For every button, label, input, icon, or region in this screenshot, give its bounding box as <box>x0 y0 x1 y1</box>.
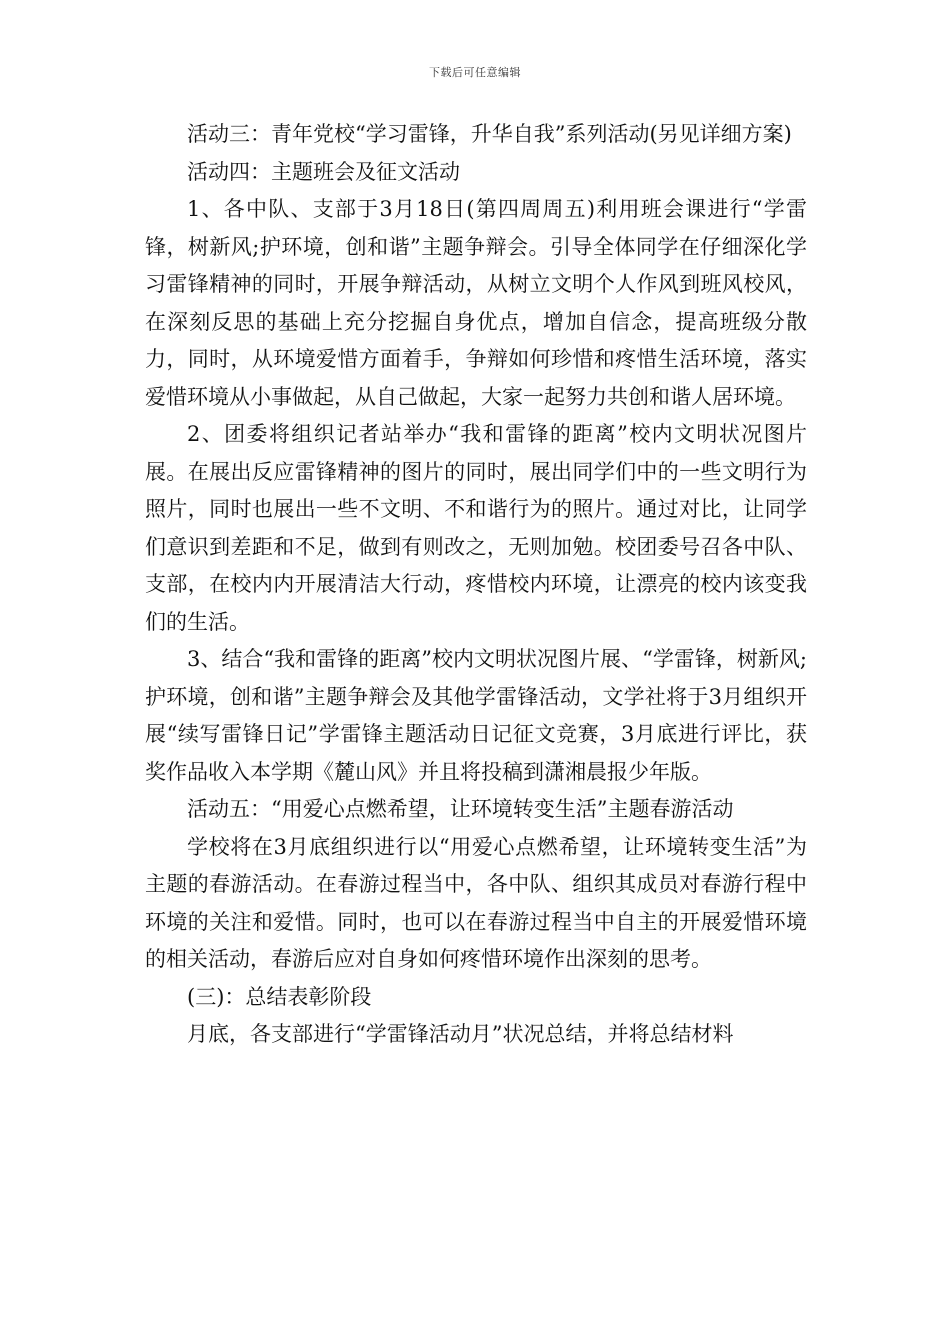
paragraph-activity-three: 活动三：青年党校“学习雷锋，升华自我”系列活动(另见详细方案) <box>187 122 792 146</box>
paragraph-month-end-summary: 月底，各支部进行“学雷锋活动月”状况总结，并将总结材料 <box>187 1022 734 1046</box>
paragraph-item-3: 3、结合“我和雷锋的距离”校内文明状况图片展、“学雷锋，树新风;护环境，创和谐”主题争辩会及其他学雷锋活动，文学社将于3月组织开展“续写雷锋日记”学雷锋主题活动日记征文竞赛，3月底进行评比，获奖作品收入本学期《麓山风》并且将投稿到潇湘晨报少年版。 <box>145 647 807 784</box>
page-header: 下载后可任意编辑 <box>429 66 521 79</box>
paragraph-item-2: 2、团委将组织记者站举办“我和雷锋的距离”校内文明状况图片展。在展出反应雷锋精神的图片的同时，展出同学们中的一些文明行为照片，同时也展出一些不文明、不和谐行为的照片。通过对比，让同学们意识到差距和不足，做到有则改之，无则加勉。校团委号召各中队、支部，在校内内开展清洁大行动，疼惜校内环境，让漂亮的校内该变我们的生活。 <box>145 422 807 634</box>
document-body <box>145 116 807 1054</box>
paragraph-activity-five-heading: 活动五：“用爱心点燃希望，让环境转变生活”主题春游活动 <box>187 797 734 821</box>
paragraph-stage-three-heading: (三)：总结表彰阶段 <box>187 984 372 1009</box>
paragraph-spring-outing: 学校将在3月底组织进行以“用爱心点燃希望，让环境转变生活”为主题的春游活动。在春游过程当中，各中队、组织其成员对春游行程中环境的关注和爱惜。同时，也可以在春游过程当中自主的开展爱惜环境的相关活动，春游后应对自身如何疼惜环境作出深刻的思考。 <box>145 834 807 971</box>
paragraph-item-1: 1、各中队、支部于3月18日(第四周周五)利用班会课进行“学雷锋，树新风;护环境，创和谐”主题争辩会。引导全体同学在仔细深化学习雷锋精神的同时，开展争辩活动，从树立文明个人作风到班风校风，在深刻反思的基础上充分挖掘自身优点，增加自信念，提高班级分散力，同时，从环境爱惜方面着手，争辩如何珍惜和疼惜生活环境，落实爱惜环境从小事做起，从自己做起，大家一起努力共创和谐人居环境。 <box>145 197 807 409</box>
paragraph-activity-four-heading: 活动四：主题班会及征文活动 <box>187 159 460 184</box>
